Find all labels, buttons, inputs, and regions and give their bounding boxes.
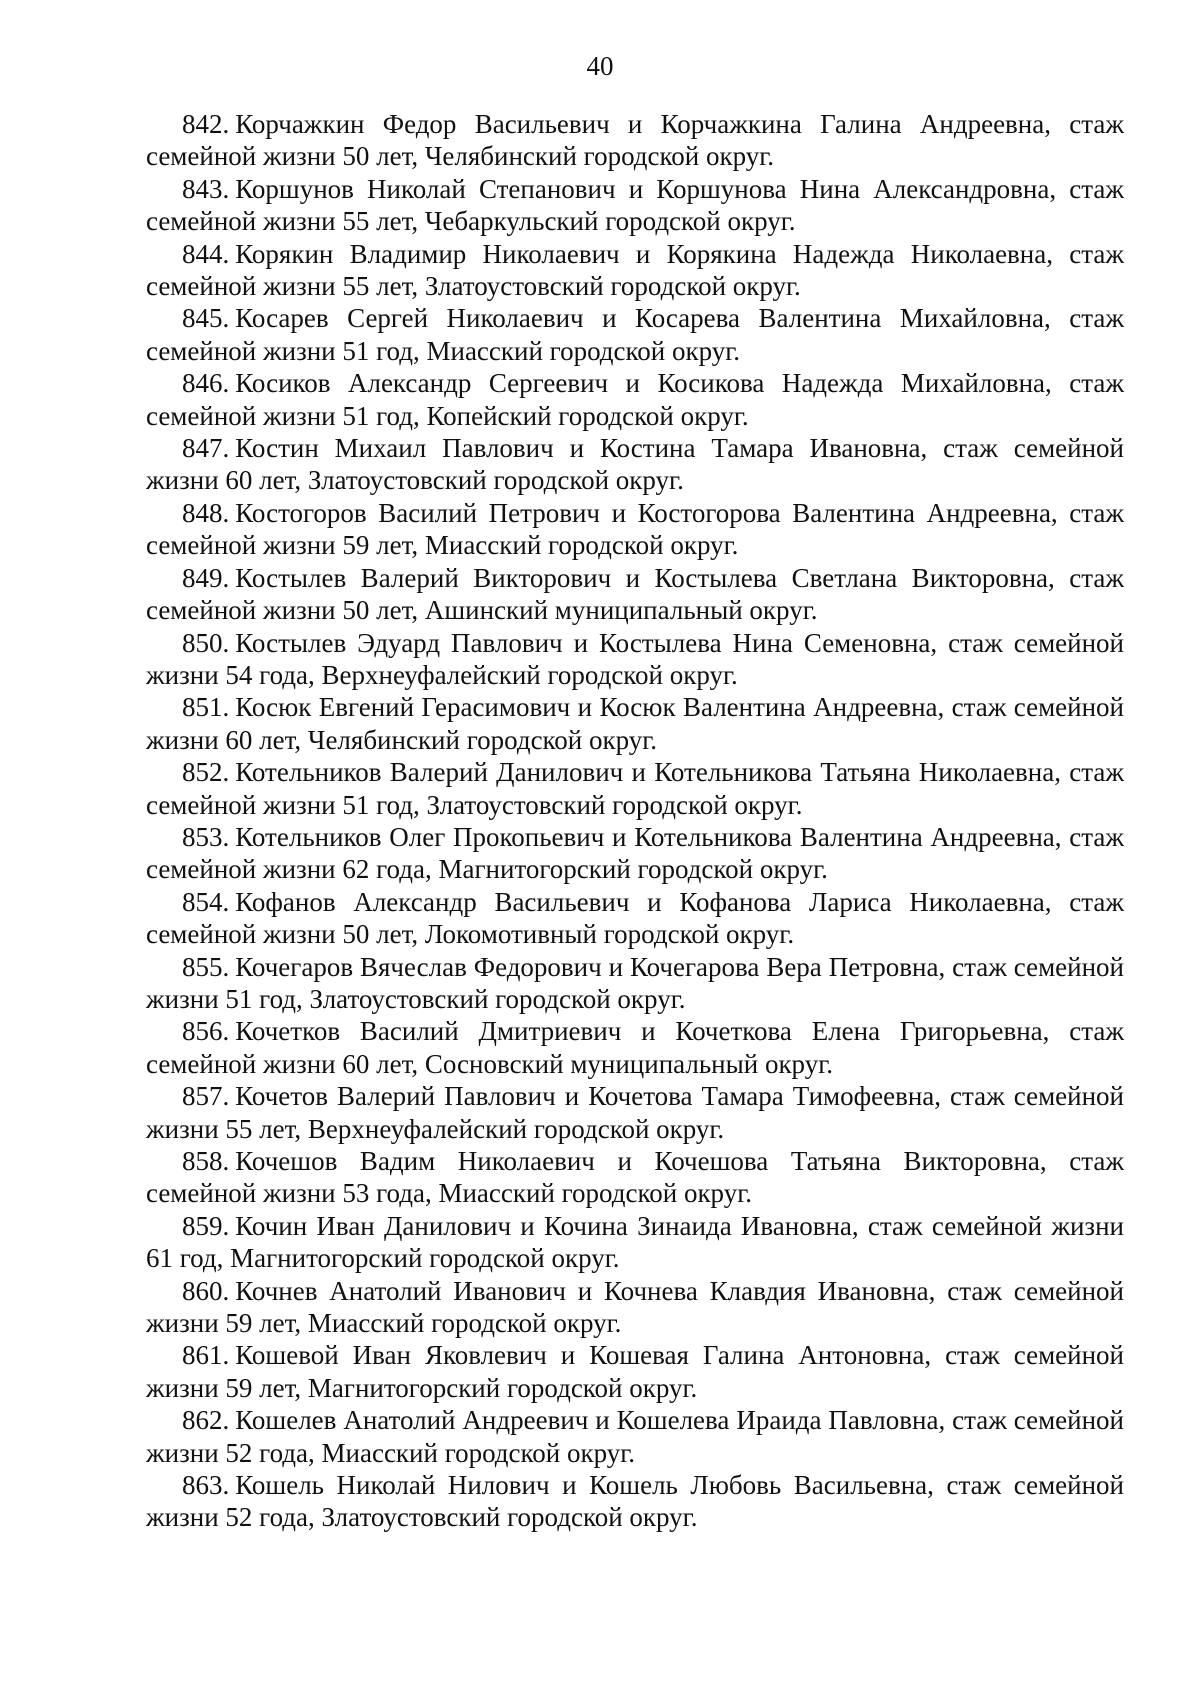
entry-number: 854. <box>182 886 230 917</box>
entry-number: 859. <box>182 1210 230 1241</box>
list-item <box>146 238 1124 303</box>
entry-number: 847. <box>182 433 230 464</box>
entry-number: 848. <box>182 497 230 528</box>
list-item <box>146 1469 1124 1534</box>
entry-text: Корякин Владимир Николаевич и Корякина Надежда Николаевна, стаж семейной жизни 55 лет, Златоустовский городской округ. <box>146 238 1124 302</box>
list-item <box>146 1015 1124 1080</box>
entry-text: Костогоров Василий Петрович и Костогорова Валентина Андреевна, стаж семейной жизни 59 лет, Миасский городской округ. <box>146 497 1124 561</box>
list-item <box>146 497 1124 562</box>
entry-number: 843. <box>182 173 230 204</box>
entry-number: 855. <box>182 951 230 982</box>
entry-text: Котельников Олег Прокопьевич и Котельникова Валентина Андреевна, стаж семейной жизни 62 года, Магнитогорский городской округ. <box>146 821 1124 885</box>
list-item <box>146 1275 1124 1340</box>
entry-text: Кошелев Анатолий Андреевич и Кошелева Ираида Павловна, стаж семейной жизни 52 года, Миасский городской округ. <box>146 1405 1124 1468</box>
entry-number: 862. <box>182 1405 230 1436</box>
entry-text: Косарев Сергей Николаевич и Косарева Валентина Михайловна, стаж семейной жизни 51 год, Миасский городской округ. <box>146 303 1124 366</box>
entry-number: 845. <box>182 303 230 334</box>
entry-number: 860. <box>182 1275 230 1306</box>
list-item <box>146 1080 1124 1145</box>
entry-number: 856. <box>182 1016 230 1047</box>
list-item <box>146 1339 1124 1404</box>
entry-text: Кочин Иван Данилович и Кочина Зинаида Ивановна, стаж семейной жизни 61 год, Магнитогорский городской округ. <box>146 1210 1124 1274</box>
list-item <box>146 691 1124 756</box>
entry-number: 851. <box>182 692 230 723</box>
entry-text: Косиков Александр Сергеевич и Косикова Надежда Михайловна, стаж семейной жизни 51 год, Копейский городской округ. <box>146 368 1124 431</box>
entry-number: 863. <box>182 1470 230 1501</box>
entry-text: Кошевой Иван Яковлевич и Кошевая Галина Антоновна, стаж семейной жизни 59 лет, Магнитогорский городской округ. <box>146 1340 1124 1403</box>
entry-number: 853. <box>182 821 230 852</box>
list-item <box>146 367 1124 432</box>
entry-number: 849. <box>182 562 230 593</box>
entry-number: 850. <box>182 627 230 658</box>
entry-text: Кошель Николай Нилович и Кошель Любовь Васильевна, стаж семейной жизни 52 года, Златоустовский городской округ. <box>146 1470 1124 1533</box>
list-item <box>146 1145 1124 1210</box>
entry-text: Костылев Валерий Викторович и Костылева Светлана Викторовна, стаж семейной жизни 50 лет, Ашинский муниципальный округ. <box>146 562 1124 626</box>
entry-text: Кочетов Валерий Павлович и Кочетова Тамара Тимофеевна, стаж семейной жизни 55 лет, Верхнеуфалейский городской округ. <box>146 1081 1124 1144</box>
entry-text: Кофанов Александр Васильевич и Кофанова Лариса Николаевна, стаж семейной жизни 50 лет, Локомотивный городской округ. <box>146 886 1124 950</box>
list-item <box>146 627 1124 692</box>
list-item <box>146 1210 1124 1275</box>
entry-number: 858. <box>182 1146 230 1176</box>
entry-number: 852. <box>182 757 230 788</box>
page-number: 40 <box>586 51 614 81</box>
list-item <box>146 562 1124 627</box>
entry-number: 857. <box>182 1081 230 1112</box>
entry-text: Котельников Валерий Данилович и Котельникова Татьяна Николаевна, стаж семейной жизни 51 год, Златоустовский городской округ. <box>146 757 1124 820</box>
entry-number: 846. <box>182 368 230 399</box>
entry-number: 861. <box>182 1340 230 1371</box>
entry-text: Кочнев Анатолий Иванович и Кочнева Клавдия Ивановна, стаж семейной жизни 59 лет, Миасский городской округ. <box>146 1275 1124 1339</box>
list-item <box>146 1404 1124 1469</box>
entry-text: Кочегаров Вячеслав Федорович и Кочегарова Вера Петровна, стаж семейной жизни 51 год, Златоустовский городской округ. <box>146 951 1124 1014</box>
entry-text: Корчажкин Федор Васильевич и Корчажкина Галина Андреевна, стаж семейной жизни 50 лет, Челябинский городской округ. <box>146 109 1124 172</box>
entry-text: Коршунов Николай Степанович и Коршунова Нина Александровна, стаж семейной жизни 55 лет, Чебаркульский городской округ. <box>146 173 1124 237</box>
entry-number: 842. <box>182 109 230 139</box>
list-item <box>146 951 1124 1016</box>
list-item <box>146 173 1124 238</box>
entry-list <box>146 108 1124 1534</box>
entry-text: Костин Михаил Павлович и Костина Тамара Ивановна, стаж семейной жизни 60 лет, Златоустовский городской округ. <box>146 433 1124 496</box>
entry-number: 844. <box>182 238 230 269</box>
entry-text: Кочешов Вадим Николаевич и Кочешова Татьяна Викторовна, стаж семейной жизни 53 года, Миасский городской округ. <box>146 1146 1124 1209</box>
list-item <box>146 108 1124 173</box>
list-item <box>146 302 1124 367</box>
entry-text: Косюк Евгений Герасимович и Косюк Валентина Андреевна, стаж семейной жизни 60 лет, Челябинский городской округ. <box>146 692 1124 755</box>
list-item <box>146 886 1124 951</box>
entry-text: Кочетков Василий Дмитриевич и Кочеткова Елена Григорьевна, стаж семейной жизни 60 лет, Сосновский муниципальный округ. <box>146 1016 1124 1079</box>
list-item <box>146 756 1124 821</box>
list-item <box>146 821 1124 886</box>
entry-text: Костылев Эдуард Павлович и Костылева Нина Семеновна, стаж семейной жизни 54 года, Верхнеуфалейский городской округ. <box>146 627 1124 690</box>
list-item <box>146 432 1124 497</box>
